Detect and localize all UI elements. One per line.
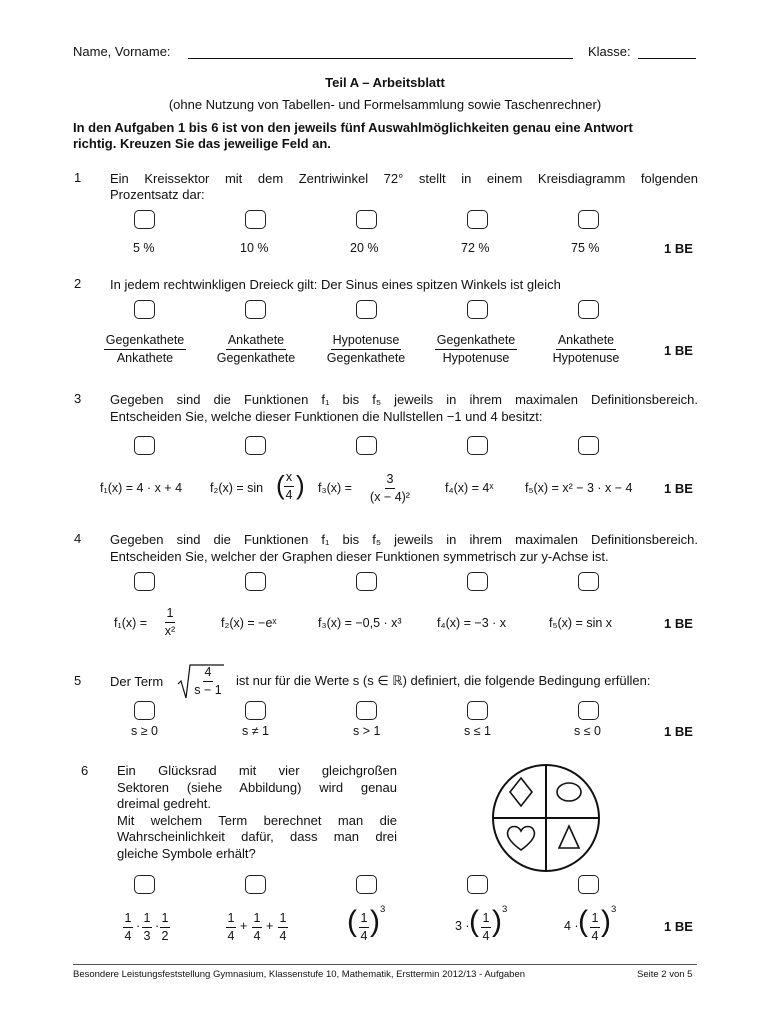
q2-option-5-num: Ankathete — [556, 333, 616, 350]
q3-option-3-fraction — [360, 472, 420, 505]
q3-checkbox-4[interactable] — [467, 436, 488, 455]
q3-line-2: Entscheiden Sie, welche dieser Funktionen die Nullstellen −1 und 4 besitzt: — [110, 409, 543, 424]
q4-checkbox-4[interactable] — [467, 572, 488, 591]
heart-symbol — [508, 827, 535, 851]
q6-line-4: Mit welchem Term berechnet man die — [117, 812, 397, 828]
name-label: Name, Vorname: — [73, 44, 171, 59]
q3-checkbox-1[interactable] — [134, 436, 155, 455]
q4-line-1: Gegeben sind die Funktionen f₁ bis f₅ jeweils in ihrem maximalen Definitionsbereich. — [110, 532, 698, 547]
q4-option-4: f₄(x) = −3 · x — [437, 616, 507, 630]
q2-option-4-den: Hypotenuse — [442, 351, 510, 365]
q6-opt4-paren-right: ) — [492, 905, 502, 938]
q1-option-3: 20 % — [350, 241, 379, 255]
q5-term-label: Der Term — [110, 674, 164, 689]
q5-option-1: s ≥ 0 — [131, 724, 159, 738]
q3-option-3-label: f₃(x) = — [318, 481, 352, 495]
q6-opt2-frac-1 — [224, 911, 238, 944]
instruction-line-1: In den Aufgaben 1 bis 6 ist von den jeweils fünf Auswahlmöglichkeiten genau eine Antwort — [73, 120, 633, 135]
q6-number: 6 — [81, 763, 89, 778]
q6-opt5-den: 4 — [591, 929, 599, 943]
q6-opt2-frac-3-num: 1 — [278, 911, 289, 928]
q6-opt1-frac-2-num: 1 — [142, 911, 153, 928]
footer-page-number: Seite 2 von 5 — [637, 969, 693, 980]
footer-left: Besondere Leistungsfeststellung Gymnasium, Klassenstufe 10, Mathematik, Ersttermin 2012/13 - Aufgaben — [73, 969, 526, 980]
q6-opt1-frac-2-den: 3 — [143, 929, 151, 943]
q3-option-2-paren-right: ) — [296, 470, 305, 500]
q1-number: 1 — [74, 170, 82, 185]
q2-option-4 — [430, 333, 522, 366]
q2-option-1-num: Gegenkathete — [104, 333, 187, 350]
q6-opt1-frac-1-den: 4 — [124, 929, 132, 943]
q1-option-4: 72 % — [461, 241, 490, 255]
q5-root-den: s − 1 — [194, 683, 222, 697]
q6-opt4-den: 4 — [482, 929, 490, 943]
q3-option-5: f₅(x) = x² − 3 · x − 4 — [525, 481, 633, 495]
q6-opt1-frac-3 — [158, 911, 172, 944]
q4-option-1-den: x² — [164, 624, 176, 638]
q2-checkbox-5[interactable] — [578, 300, 599, 319]
q6-opt5-exponent: 3 — [611, 904, 617, 915]
q6-opt2-frac-3 — [276, 911, 290, 944]
q3-points: 1 BE — [664, 481, 693, 496]
q6-opt4-factor: 3 · — [455, 919, 470, 933]
q3-option-2-label: f₂(x) = sin — [210, 481, 264, 495]
q6-opt4-num: 1 — [481, 911, 492, 928]
q2-checkbox-2[interactable] — [245, 300, 266, 319]
q5-checkbox-3[interactable] — [356, 701, 377, 720]
q6-opt1-frac-1-num: 1 — [123, 911, 134, 928]
q5-option-2: s ≠ 1 — [242, 724, 270, 738]
q6-opt3-frac — [357, 911, 371, 944]
q1-checkbox-3[interactable] — [356, 210, 377, 229]
q6-opt3-paren-right: ) — [370, 905, 380, 938]
q3-option-2-paren-left: ( — [276, 470, 285, 500]
q4-line-2: Entscheiden Sie, welcher der Graphen dieser Funktionen symmetrisch zur y-Achse ist. — [110, 549, 609, 564]
wheel-of-fortune-illustration — [490, 762, 602, 874]
q6-line-3: dreimal gedreht. — [117, 796, 211, 811]
class-field[interactable] — [638, 58, 696, 59]
page-title: Teil A – Arbeitsblatt — [325, 75, 445, 90]
q6-opt1-frac-3-den: 2 — [161, 929, 169, 943]
q2-option-3-num: Hypotenuse — [331, 333, 402, 350]
q6-opt1-dot-1: · — [136, 919, 141, 933]
q6-opt1-frac-2 — [140, 911, 154, 944]
q6-opt3-num: 1 — [359, 911, 370, 928]
triangle-symbol — [559, 826, 579, 848]
q3-option-3-num: 3 — [385, 472, 396, 489]
q6-opt1-frac-3-num: 1 — [160, 911, 171, 928]
q3-option-2-num: x — [284, 470, 294, 487]
q2-option-4-num: Gegenkathete — [435, 333, 518, 350]
q5-root-fraction — [191, 665, 225, 698]
q2-checkbox-1[interactable] — [134, 300, 155, 319]
q6-line-2: Sektoren (siehe Abbildung) wird genau — [117, 779, 397, 795]
q6-checkbox-5[interactable] — [578, 875, 599, 894]
q3-option-4: f₄(x) = 4ˣ — [445, 481, 494, 495]
instruction-line-2: richtig. Kreuzen Sie das jeweilige Feld an. — [73, 136, 331, 151]
q1-checkbox-1[interactable] — [134, 210, 155, 229]
q4-checkbox-2[interactable] — [245, 572, 266, 591]
q4-checkbox-1[interactable] — [134, 572, 155, 591]
q6-opt5-frac — [588, 911, 602, 944]
q1-line-2: Prozentsatz dar: — [110, 187, 205, 202]
q6-text — [117, 763, 397, 862]
q5-option-4: s ≤ 1 — [464, 724, 492, 738]
q3-checkbox-2[interactable] — [245, 436, 266, 455]
ellipse-symbol — [557, 783, 581, 801]
q6-opt2-plus-1: + — [240, 919, 248, 933]
q4-option-5: f₅(x) = sin x — [549, 616, 613, 630]
q5-points: 1 BE — [664, 724, 693, 739]
q3-option-3-den: (x − 4)² — [370, 490, 410, 504]
q2-option-5 — [540, 333, 632, 366]
q6-checkbox-4[interactable] — [467, 875, 488, 894]
q2-option-1-den: Ankathete — [116, 351, 174, 365]
q3-line-1: Gegeben sind die Funktionen f₁ bis f₅ jeweils in ihrem maximalen Definitionsbereich. — [110, 392, 698, 407]
class-label: Klasse: — [588, 44, 631, 59]
q5-option-3: s > 1 — [353, 724, 381, 738]
q6-opt1-dot-2: · — [155, 919, 160, 933]
q3-option-1: f₁(x) = 4 · x + 4 — [100, 481, 183, 495]
q6-points: 1 BE — [664, 919, 693, 934]
q4-checkbox-5[interactable] — [578, 572, 599, 591]
q6-opt3-exponent: 3 — [380, 904, 386, 915]
q2-points: 1 BE — [664, 343, 693, 358]
q5-line-rest: ist nur für die Werte s (s ∈ ℝ) definiert, die folgende Bedingung erfüllen: — [236, 673, 651, 688]
name-field[interactable] — [188, 58, 573, 59]
q5-option-5: s ≤ 0 — [574, 724, 602, 738]
q6-opt4-paren-left: ( — [469, 905, 479, 938]
page-subtitle: (ohne Nutzung von Tabellen- und Formelsammlung sowie Taschenrechner) — [168, 97, 602, 112]
q6-opt5-factor: 4 · — [564, 919, 579, 933]
q6-opt2-frac-2-num: 1 — [252, 911, 263, 928]
q4-points: 1 BE — [664, 616, 693, 631]
q5-checkbox-4[interactable] — [467, 701, 488, 720]
q6-opt3-paren-left: ( — [347, 905, 357, 938]
q6-line-5: Wahrscheinlichkeit dafür, dass man drei — [117, 829, 397, 844]
q6-opt2-frac-2-den: 4 — [253, 929, 261, 943]
q5-number: 5 — [74, 673, 82, 688]
q2-checkbox-3[interactable] — [356, 300, 377, 319]
q2-line-1: In jedem rechtwinkligen Dreieck gilt: Der Sinus eines spitzen Winkels ist gleich — [110, 277, 561, 292]
q6-opt2-plus-2: + — [266, 919, 274, 933]
q2-option-2 — [210, 333, 302, 366]
q6-opt5-paren-left: ( — [578, 905, 588, 938]
q1-checkbox-5[interactable] — [578, 210, 599, 229]
q1-checkbox-4[interactable] — [467, 210, 488, 229]
q6-opt1-frac-1 — [121, 911, 135, 944]
q1-line-1: Ein Kreissektor mit dem Zentriwinkel 72° stellt in einem Kreisdiagramm folgenden — [110, 171, 698, 186]
q6-line-6: gleiche Symbole erhält? — [117, 845, 256, 861]
diamond-symbol — [510, 778, 532, 806]
footer-divider — [73, 964, 697, 965]
q2-option-3 — [320, 333, 412, 366]
q5-checkbox-5[interactable] — [578, 701, 599, 720]
q5-root-num: 4 — [203, 665, 214, 682]
q1-option-2: 10 % — [240, 241, 269, 255]
q6-opt2-frac-1-num: 1 — [226, 911, 237, 928]
q2-option-3-den: Gegenkathete — [326, 351, 406, 365]
q3-option-2-fraction — [282, 470, 296, 503]
q6-opt5-num: 1 — [590, 911, 601, 928]
q1-points: 1 BE — [664, 241, 693, 256]
q6-checkbox-3[interactable] — [356, 875, 377, 894]
q6-opt4-frac — [479, 911, 493, 944]
q6-opt2-frac-3-den: 4 — [279, 929, 287, 943]
q6-opt4-exponent: 3 — [502, 904, 508, 915]
q3-option-2-den: 4 — [285, 488, 293, 502]
q1-option-5: 75 % — [571, 241, 600, 255]
q2-option-5-den: Hypotenuse — [552, 351, 620, 365]
q4-number: 4 — [74, 531, 82, 546]
q6-opt2-frac-1-den: 4 — [227, 929, 235, 943]
q2-option-2-num: Ankathete — [226, 333, 286, 350]
q5-checkbox-1[interactable] — [134, 701, 155, 720]
q6-opt2-frac-2 — [250, 911, 264, 944]
q4-option-1-num: 1 — [165, 606, 176, 623]
q6-line-1: Ein Glücksrad mit vier gleichgroßen — [117, 763, 397, 778]
q2-checkbox-4[interactable] — [467, 300, 488, 319]
q3-checkbox-5[interactable] — [578, 436, 599, 455]
q5-checkbox-2[interactable] — [245, 701, 266, 720]
q4-option-3: f₃(x) = −0,5 · x³ — [318, 616, 402, 630]
q1-option-1: 5 % — [133, 241, 155, 255]
q2-number: 2 — [74, 276, 82, 291]
q4-checkbox-3[interactable] — [356, 572, 377, 591]
q4-option-1-label: f₁(x) = — [114, 616, 148, 630]
q6-checkbox-1[interactable] — [134, 875, 155, 894]
q6-opt3-den: 4 — [360, 929, 368, 943]
q1-checkbox-2[interactable] — [245, 210, 266, 229]
q2-option-1 — [99, 333, 191, 366]
q6-checkbox-2[interactable] — [245, 875, 266, 894]
q6-opt5-paren-right: ) — [601, 905, 611, 938]
q2-option-2-den: Gegenkathete — [216, 351, 296, 365]
q3-number: 3 — [74, 391, 82, 406]
q4-option-2: f₂(x) = −eˣ — [221, 616, 277, 630]
q4-option-1-fraction — [158, 606, 182, 639]
q3-checkbox-3[interactable] — [356, 436, 377, 455]
